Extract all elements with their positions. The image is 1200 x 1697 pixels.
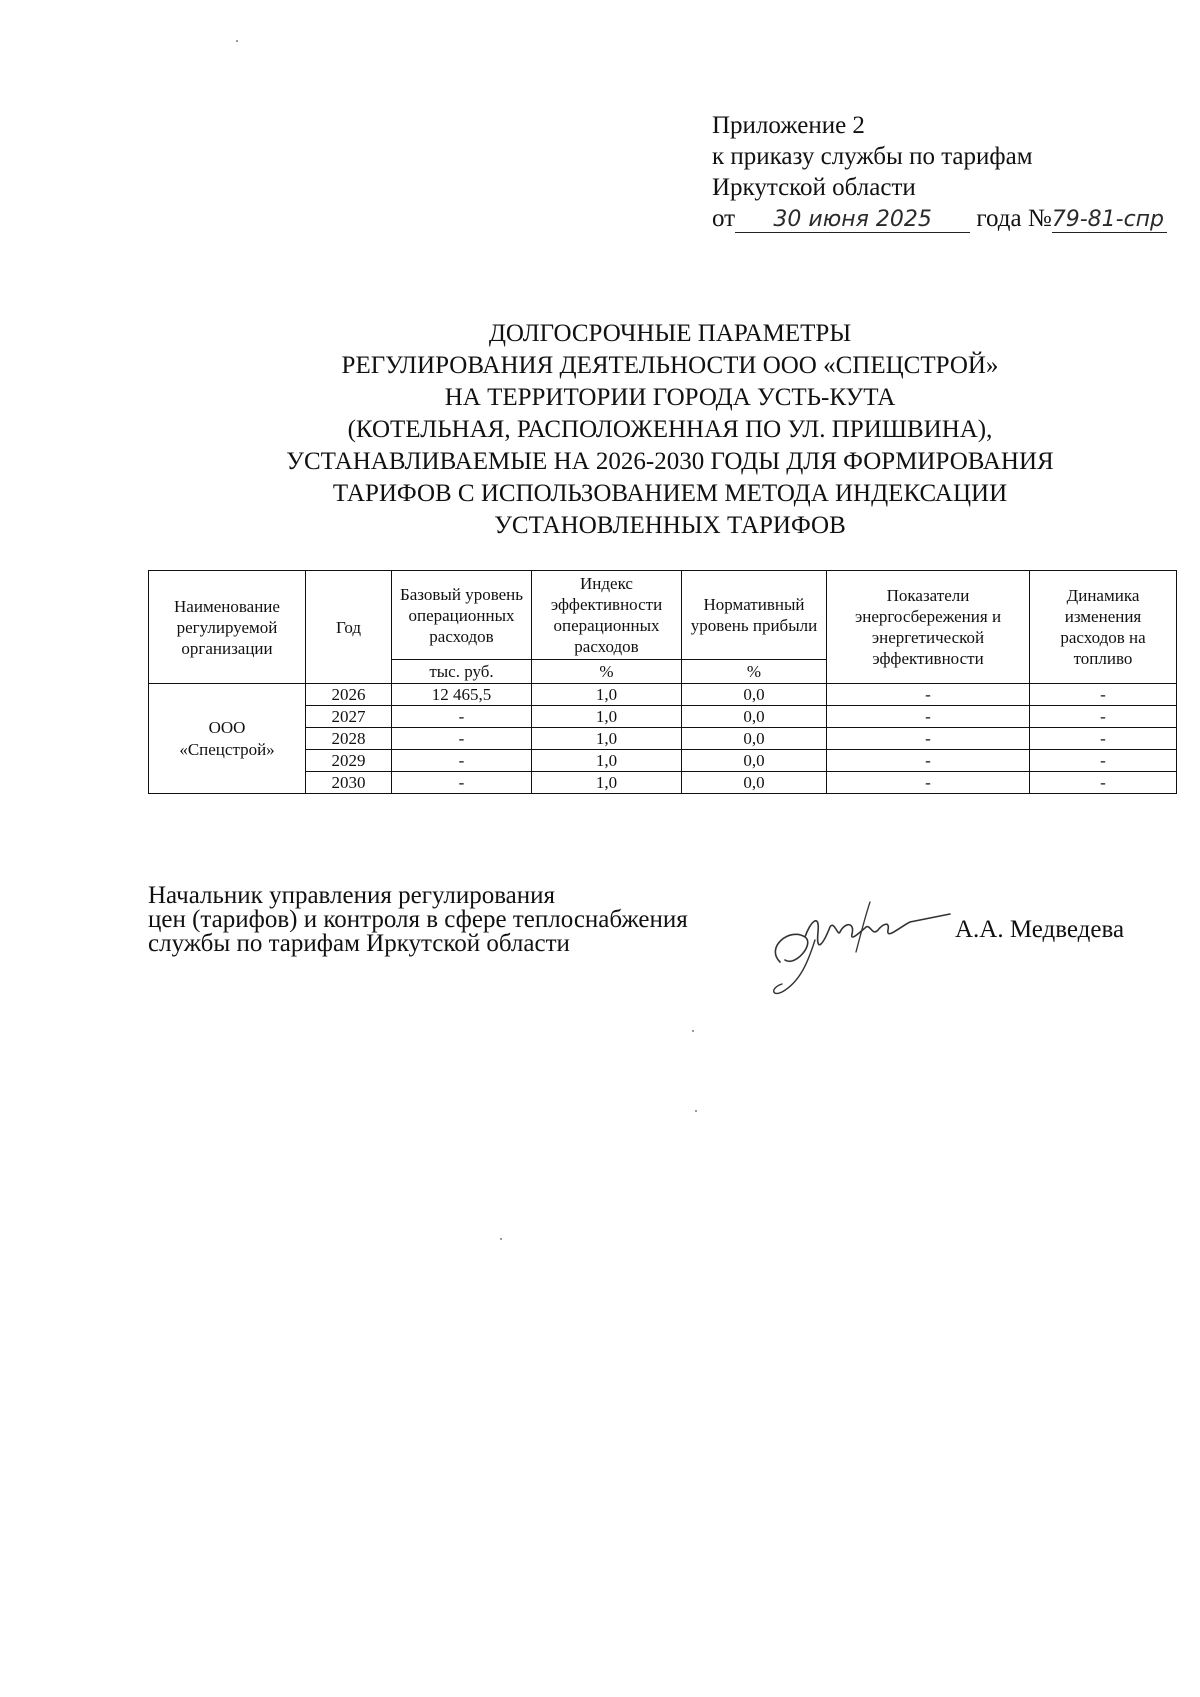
cell-profit-level: 0,0 [682, 684, 827, 706]
scan-speck [695, 1110, 697, 1112]
cell-profit-level: 0,0 [682, 728, 827, 750]
scan-speck [236, 40, 238, 42]
cell-base-opex: 12 465,5 [392, 684, 532, 706]
cell-energy-indicators: - [827, 750, 1030, 772]
cell-energy-indicators: - [827, 772, 1030, 794]
cell-energy-indicators: - [827, 706, 1030, 728]
unit-profit-level: % [682, 660, 827, 684]
handwritten-signature-icon [760, 892, 960, 1002]
cell-fuel-dynamics: - [1030, 772, 1177, 794]
date-prefix: от [712, 205, 736, 232]
cell-efficiency-index: 1,0 [532, 728, 682, 750]
cell-fuel-dynamics: - [1030, 728, 1177, 750]
cell-energy-indicators: - [827, 684, 1030, 706]
cell-base-opex: - [392, 706, 532, 728]
handwritten-order-number: 79-81-спр [1052, 208, 1167, 233]
signer-position-line: службы по тарифам Иркутской области [148, 930, 570, 957]
table-header-row [149, 571, 1177, 660]
header-energy-indicators: Показатели энергосбережения и энергетической эффективности [827, 571, 1030, 684]
scan-speck [692, 1030, 694, 1032]
header-year: Год [306, 571, 392, 684]
title-line: (КОТЕЛЬНАЯ, РАСПОЛОЖЕННАЯ ПО УЛ. ПРИШВИНА), [347, 416, 993, 443]
appendix-region: Иркутской области [712, 174, 916, 201]
cell-fuel-dynamics: - [1030, 750, 1177, 772]
cell-year: 2029 [306, 750, 392, 772]
signer-position-line: цен (тарифов) и контроля в сфере теплоснабжения [148, 906, 688, 933]
cell-base-opex: - [392, 750, 532, 772]
scan-speck [500, 1238, 502, 1240]
org-name-cell [149, 684, 306, 794]
header-base-opex: Базовый уровень операционных расходов [392, 571, 532, 660]
cell-base-opex: - [392, 772, 532, 794]
signature-block [148, 884, 688, 956]
org-name-line: «Спецстрой» [179, 739, 275, 759]
unit-base-opex: тыс. руб. [392, 660, 532, 684]
cell-energy-indicators: - [827, 728, 1030, 750]
header-fuel-dynamics: Динамика изменения расходов на топливо [1030, 571, 1177, 684]
parameters-table [148, 570, 1177, 794]
title-line: УСТАНОВЛЕННЫХ ТАРИФОВ [494, 512, 846, 539]
cell-efficiency-index: 1,0 [532, 684, 682, 706]
cell-efficiency-index: 1,0 [532, 772, 682, 794]
appendix-order-reference: к приказу службы по тарифам [712, 143, 1033, 170]
cell-fuel-dynamics: - [1030, 706, 1177, 728]
header-org: Наименование регулируемой организации [149, 571, 306, 684]
cell-efficiency-index: 1,0 [532, 706, 682, 728]
title-line: ТАРИФОВ С ИСПОЛЬЗОВАНИЕМ МЕТОДА ИНДЕКСАЦИИ [332, 480, 1008, 507]
cell-profit-level: 0,0 [682, 706, 827, 728]
appendix-header [712, 110, 1167, 234]
appendix-date-line [712, 203, 1167, 234]
title-line: ДОЛГОСРОЧНЫЕ ПАРАМЕТРЫ [488, 320, 852, 347]
signer-name: А.А. Медведева [955, 916, 1125, 943]
cell-base-opex: - [392, 728, 532, 750]
cell-efficiency-index: 1,0 [532, 750, 682, 772]
title-line: РЕГУЛИРОВАНИЯ ДЕЯТЕЛЬНОСТИ ООО «СПЕЦСТРОЙ» [341, 352, 999, 379]
cell-year: 2026 [306, 684, 392, 706]
table-row [149, 684, 1177, 706]
cell-profit-level: 0,0 [682, 772, 827, 794]
title-line: УСТАНАВЛИВАЕМЫЕ НА 2026-2030 ГОДЫ ДЛЯ ФОРМИРОВАНИЯ [286, 448, 1054, 475]
appendix-title: Приложение 2 [712, 112, 865, 139]
cell-year: 2027 [306, 706, 392, 728]
cell-year: 2028 [306, 728, 392, 750]
year-number-label: года № [976, 205, 1052, 232]
signer-position-line: Начальник управления регулирования [148, 882, 556, 909]
org-name-line: ООО [208, 717, 246, 737]
cell-profit-level: 0,0 [682, 750, 827, 772]
document-title [150, 318, 1190, 542]
cell-fuel-dynamics: - [1030, 684, 1177, 706]
title-line: НА ТЕРРИТОРИИ ГОРОДА УСТЬ-КУТА [444, 384, 896, 411]
unit-efficiency-index: % [532, 660, 682, 684]
header-efficiency-index: Индекс эффективности операционных расходов [532, 571, 682, 660]
handwritten-date: 30 июня 2025 [735, 208, 970, 233]
cell-year: 2030 [306, 772, 392, 794]
header-profit-level: Нормативный уровень прибыли [682, 571, 827, 660]
